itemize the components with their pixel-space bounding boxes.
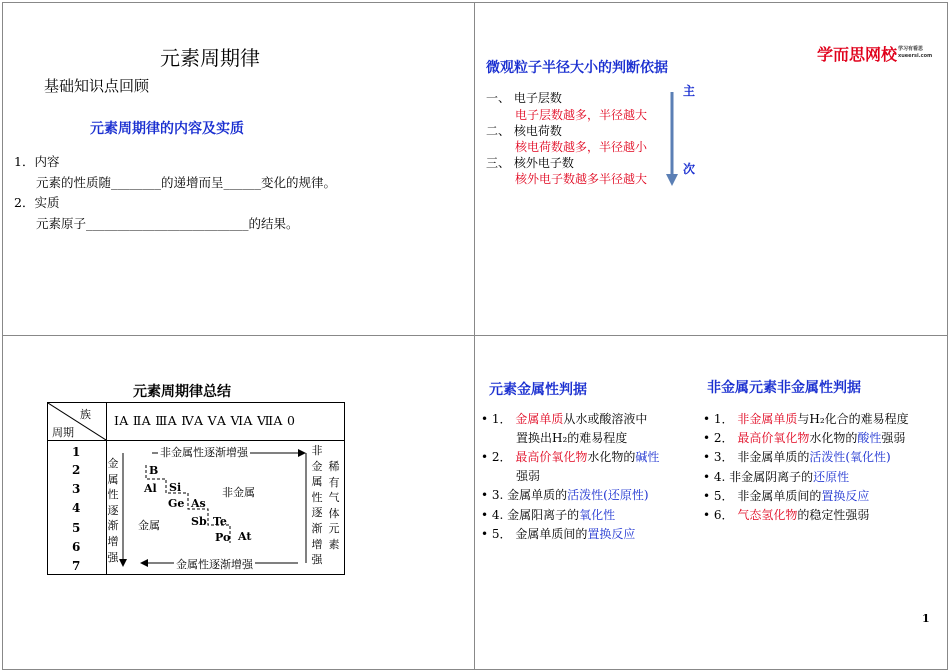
- nonmetal-item-2: [703, 429, 905, 446]
- group-headers: ⅠA ⅡA ⅢA ⅣA ⅤA ⅥA ⅦA 0: [114, 413, 296, 428]
- slide1-section-heading: 元素周期律的内容及实质: [90, 121, 244, 137]
- right-vertical-char: 渐: [311, 521, 323, 535]
- metal-item-text: 置换反应: [587, 527, 636, 541]
- xueersi-logo: 学而思网校: [817, 45, 898, 64]
- metal-region-label: 金属: [138, 519, 160, 532]
- metal-item-text: 氧化性: [579, 508, 616, 522]
- factor-2-rule: 核电荷数越多，半径越小: [515, 140, 648, 154]
- right-vertical-char: 金: [311, 459, 323, 473]
- grid-border-bottom: [2, 669, 948, 670]
- grid-divider-vertical: [474, 2, 475, 670]
- period-5: 5: [72, 521, 81, 535]
- metal-item-text: 最高价氧化物: [515, 450, 588, 464]
- period-1: 1: [72, 445, 81, 459]
- metal-item-text: 活泼性(还原性): [567, 488, 649, 502]
- nonmetal-item-text: 强弱: [881, 431, 906, 445]
- nonmetal-item-text: 与H₂化合的难易程度: [797, 412, 909, 426]
- nonmetal-item-text: 还原性: [813, 470, 850, 484]
- priority-primary-label: 主: [683, 84, 696, 98]
- nonmetal-item-text: 非金属单质间的: [737, 489, 822, 503]
- header-period-label: 周期: [52, 426, 74, 439]
- slide1-item1-heading: 1．内容: [14, 154, 60, 169]
- element-As: As: [191, 497, 206, 510]
- metal-item-continuation: 强弱: [516, 469, 541, 483]
- slide3-title: 元素周期律总结: [133, 384, 231, 400]
- metal-item-5: [481, 525, 635, 542]
- element-Te: Te: [213, 515, 227, 528]
- right-vertical-char: 增: [311, 537, 323, 551]
- nonmetal-item-text: 置换反应: [821, 489, 870, 503]
- grid-border-top: [2, 2, 948, 3]
- bottom-arrow-label: 金属性逐渐增强: [176, 558, 253, 571]
- nonmetal-item-number: • 1．: [703, 412, 738, 426]
- metal-criteria-title: 元素金属性判据: [489, 382, 587, 398]
- right-vertical-char: 强: [311, 553, 323, 567]
- metal-item-1: [481, 410, 647, 427]
- element-At: At: [238, 530, 252, 543]
- nonmetal-item-6: [703, 506, 869, 523]
- nonmetal-region-label: 非金属: [222, 486, 255, 499]
- metal-item-number: • 4.: [481, 508, 508, 522]
- nonmetal-item-4: [703, 468, 849, 485]
- right-vertical-char: 属: [311, 475, 323, 489]
- priority-arrow: [664, 90, 680, 190]
- nonmetal-item-text: 水化物的: [809, 431, 858, 445]
- nonmetal-item-text: 非金属阴离子的: [729, 470, 814, 484]
- header-group-label: 族: [80, 408, 91, 421]
- right-vertical-char: 有: [328, 475, 340, 489]
- nonmetal-item-number: • 2．: [703, 431, 738, 445]
- element-Sb: Sb: [191, 515, 207, 528]
- nonmetal-item-3: [703, 448, 891, 465]
- period-2: 2: [72, 463, 81, 477]
- factor-1-rule: 电子层数越多，半径越大: [515, 108, 648, 122]
- factor-3-label: 三、 核外电子数: [486, 156, 574, 170]
- nonmetal-item-text: 的稳定性强弱: [797, 508, 870, 522]
- top-arrow-label: 非金属性逐渐增强: [160, 446, 248, 459]
- metal-item-text: 水化物的: [587, 450, 636, 464]
- factor-3-rule: 核外电子数越多半径越大: [515, 172, 648, 186]
- left-vertical-char: 渐: [107, 519, 119, 533]
- nonmetal-item-text: 非金属单质的: [737, 450, 810, 464]
- right-vertical-char: 性: [311, 490, 323, 504]
- metal-item-text: 金属单质间的: [515, 527, 588, 541]
- grid-divider-horizontal: [2, 335, 948, 336]
- slide1-subtitle: 基础知识点回顾: [44, 77, 150, 95]
- left-vertical-char: 金: [107, 457, 119, 470]
- metal-item-4: [481, 506, 615, 523]
- factor-2-label: 二、 核电荷数: [486, 124, 562, 138]
- slide2-title: 微观粒子半径大小的判断依据: [486, 60, 668, 76]
- nonmetal-criteria-title: 非金属元素非金属性判据: [707, 380, 861, 396]
- metal-item-text: 金属单质的: [507, 488, 568, 502]
- right-vertical-char: 非: [311, 444, 323, 457]
- nonmetal-item-1: [703, 410, 909, 427]
- slide1-item1-text: 元素的性质随________的递增而呈______变化的规律。: [36, 175, 337, 190]
- nonmetal-item-number: • 4.: [703, 470, 730, 484]
- metal-item-number: • 1．: [481, 412, 516, 426]
- factor-1-label: 一、 电子层数: [486, 91, 562, 105]
- period-6: 6: [72, 540, 81, 554]
- slide1-item2-text: 元素原子__________________________的结果。: [36, 216, 299, 231]
- logo-domain: xueersi.com: [898, 53, 933, 59]
- nonmetal-item-number: • 5．: [703, 489, 738, 503]
- right-vertical-char: 稀: [328, 460, 340, 473]
- left-vertical-char: 强: [107, 550, 119, 564]
- right-vertical-char: 气: [328, 491, 340, 505]
- period-7: 7: [72, 559, 81, 573]
- nonmetal-item-text: 非金属单质: [737, 412, 798, 426]
- nonmetal-item-text: 气态氢化物: [737, 508, 798, 522]
- period-4: 4: [72, 501, 81, 515]
- left-vertical-char: 增: [107, 534, 119, 548]
- priority-secondary-label: 次: [683, 162, 696, 176]
- metal-item-text: 碱性: [635, 450, 660, 464]
- logo-tagline: 学习有看思: [898, 46, 924, 52]
- nonmetal-item-number: • 6．: [703, 508, 738, 522]
- element-Po: Po: [215, 531, 231, 544]
- metal-nonmetal-staircase: [48, 403, 346, 576]
- page-number: 1: [922, 612, 930, 625]
- nonmetal-item-5: [703, 487, 869, 504]
- metal-item-number: • 2．: [481, 450, 516, 464]
- metal-item-number: • 5．: [481, 527, 516, 541]
- slide1-item2-heading: 2．实质: [14, 195, 60, 210]
- nonmetal-item-text: 最高价氧化物: [737, 431, 810, 445]
- metal-item-text: 金属阳离子的: [507, 508, 580, 522]
- element-Ge: Ge: [168, 497, 185, 510]
- metal-item-continuation: 置换出H₂的难易程度: [516, 431, 628, 445]
- left-vertical-char: 逐: [107, 503, 119, 517]
- period-3: 3: [72, 482, 81, 496]
- right-vertical-char: 逐: [311, 506, 323, 520]
- metal-item-text: 金属单质: [515, 412, 564, 426]
- metal-item-text: 从水或酸溶液中: [563, 412, 648, 426]
- metal-item-number: • 3.: [481, 488, 508, 502]
- left-vertical-char: 属: [107, 472, 119, 486]
- nonmetal-item-text: 活泼性(氧化性): [809, 450, 891, 464]
- metal-item-2: [481, 448, 659, 465]
- right-vertical-char: 元: [328, 522, 340, 536]
- element-B: B: [149, 464, 159, 477]
- periodic-summary-table: [47, 402, 345, 575]
- nonmetal-item-text: 酸性: [857, 431, 882, 445]
- left-vertical-char: 性: [107, 488, 119, 502]
- right-vertical-char: 素: [328, 537, 340, 551]
- grid-border-left: [2, 2, 3, 670]
- element-Al: Al: [144, 482, 157, 495]
- grid-border-right: [947, 2, 948, 670]
- element-Si: Si: [169, 481, 182, 494]
- metal-item-3: [481, 486, 649, 503]
- slide1-title: 元素周期律: [160, 46, 260, 70]
- nonmetal-item-number: • 3．: [703, 450, 738, 464]
- right-vertical-char: 体: [328, 506, 340, 520]
